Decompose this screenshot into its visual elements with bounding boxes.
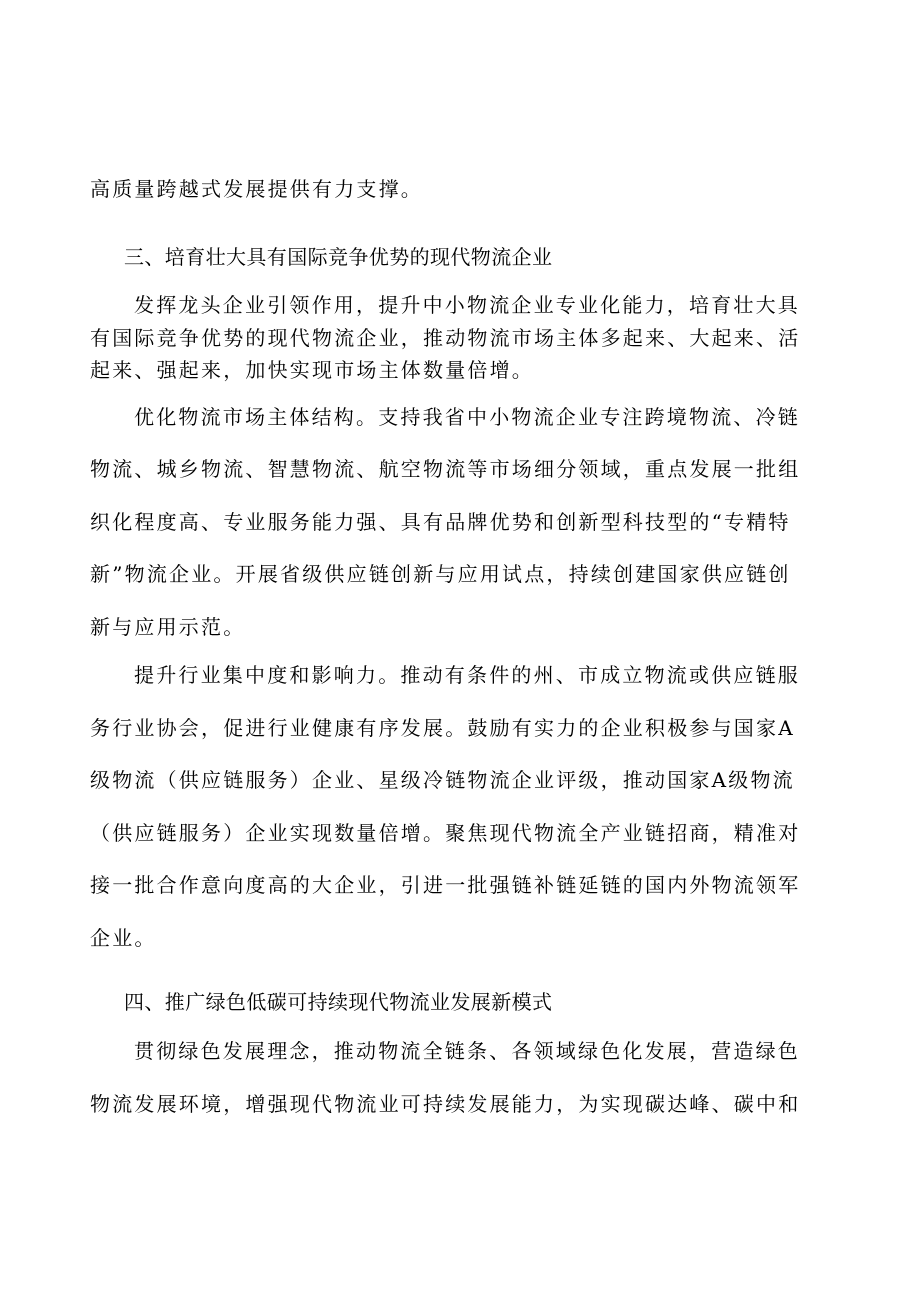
paragraph-line: 务行业协会，促进行业健康有序发展。鼓励有实力的企业积极参与国家A — [90, 716, 795, 740]
paragraph-line: 新与应用示范。 — [90, 615, 246, 639]
paragraph-line: 起来、强起来，加快实现市场主体数量倍增。 — [90, 358, 534, 382]
paragraph-line: 企业。 — [90, 926, 157, 950]
paragraph-line: 新”物流企业。开展省级供应链创新与应用试点，持续创建国家供应链创 — [90, 562, 791, 586]
paragraph-line: 级物流（供应链服务）企业、星级冷链物流企业评级，推动国家A级物流 — [90, 768, 795, 792]
paragraph-line: 优化物流市场主体结构。支持我省中小物流企业专注跨境物流、冷链 — [134, 405, 800, 429]
paragraph-line: 接一批合作意向度高的大企业，引进一批强链补链延链的国内外物流领军 — [90, 873, 801, 897]
paragraph-line: 提升行业集中度和影响力。推动有条件的州、市成立物流或供应链服 — [134, 663, 800, 687]
paragraph-line: 贯彻绿色发展理念，推动物流全链条、各领域绿色化发展，营造绿色 — [134, 1039, 800, 1063]
paragraph-line: 发挥龙头企业引领作用，提升中小物流企业专业化能力，培育壮大具 — [134, 293, 800, 317]
paragraph-line: （供应链服务）企业实现数量倍增。聚焦现代物流全产业链招商，精准对 — [90, 821, 801, 845]
paragraph-line: 织化程度高、专业服务能力强、具有品牌优势和创新型科技型的“专精特 — [90, 510, 791, 534]
section-heading-3: 三、培育壮大具有国际竞争优势的现代物流企业 — [124, 245, 553, 269]
paragraph-line: 有国际竞争优势的现代物流企业，推动物流市场主体多起来、大起来、活 — [90, 326, 801, 350]
paragraph-line: 物流发展环境，增强现代物流业可持续发展能力，为实现碳达峰、碳中和 — [90, 1092, 801, 1116]
continuation-line: 高质量跨越式发展提供有力支撑。 — [90, 177, 423, 201]
paragraph-line: 物流、城乡物流、智慧物流、航空物流等市场细分领域，重点发展一批组 — [90, 457, 801, 481]
section-heading-4: 四、推广绿色低碳可持续现代物流业发展新模式 — [124, 990, 553, 1014]
